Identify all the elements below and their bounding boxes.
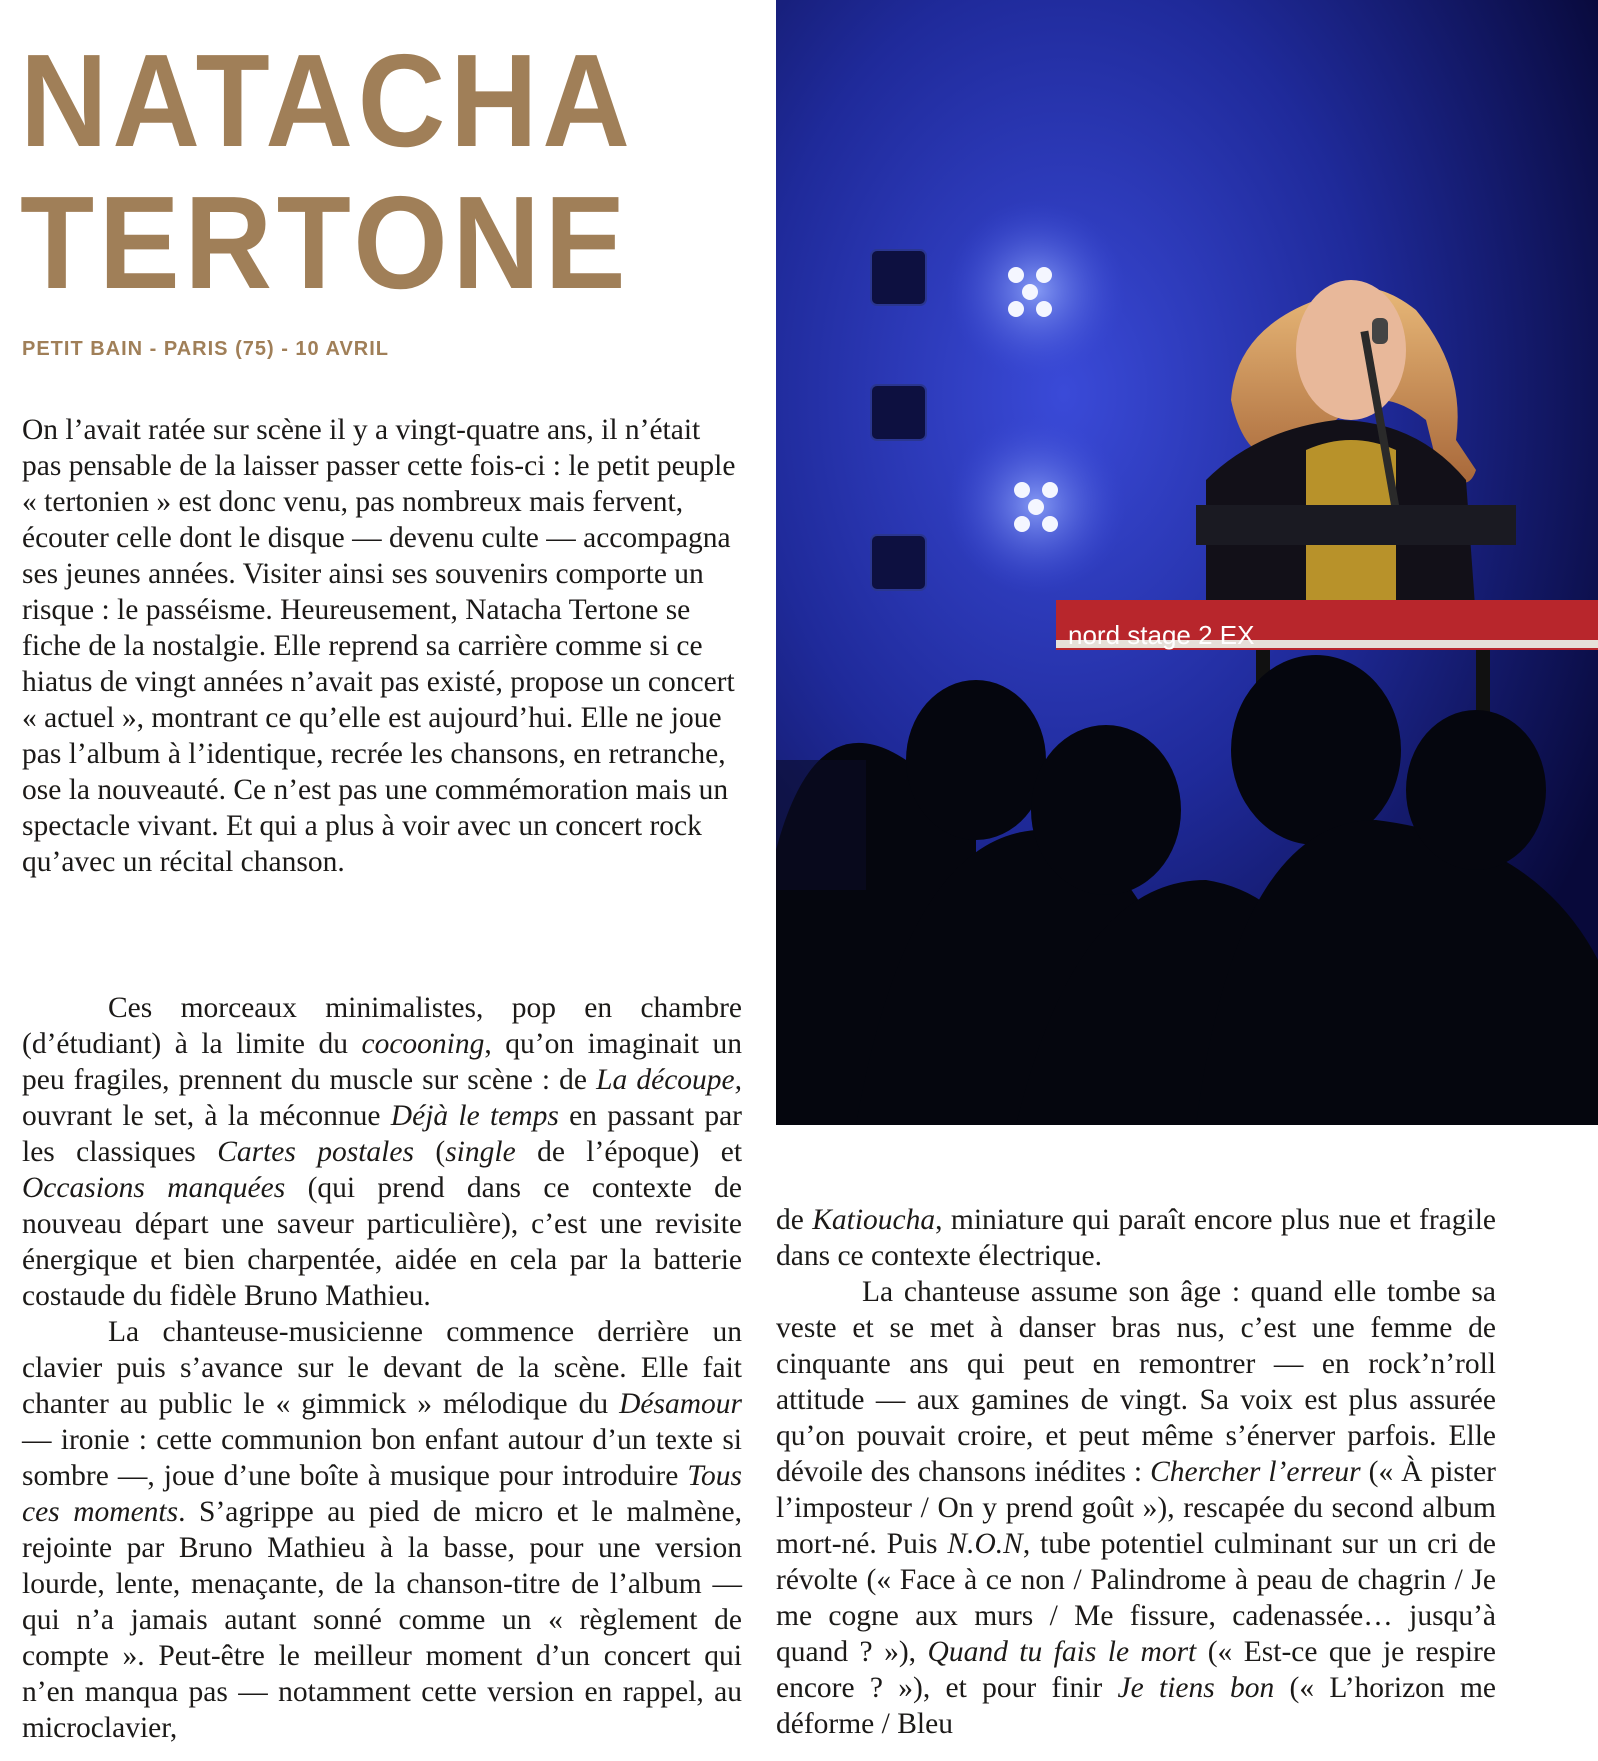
- lead-text: On l’avait ratée sur scène il y a vingt-quatre ans, il n’était pas pensable de la laisser passer cette fois-ci : le petit peuple « tertonien » est donc venu, pas nombreux mais fervent, écouter celle dont le disque — devenu culte — accompagna ses jeunes années. Visiter ainsi ses souvenirs comporte un risque : le passéisme. Heureusement, Natacha Tertone se fiche de la nostalgie. Elle reprend sa carrière comme si ce hiatus de vingt années n’avait pas existé, propose un concert « actuel », montrant ce qu’elle est aujourd’hui. Elle ne joue pas l’album à l’identique, recrée les chansons, en retranche, ose la nouveauté. Ce n’est pas une commémoration mais un spectacle vivant. Et qui a plus à voir avec un concert rock qu’avec un récital chanson.: [22, 414, 736, 878]
- paragraph-3: de Katioucha, miniature qui paraît encore plus nue et fragile dans ce contexte électrique.: [776, 1204, 1496, 1272]
- right-column: [776, 1202, 1496, 1742]
- article-title: [20, 27, 635, 316]
- svg-text:nord stage 2 EX: nord stage 2 EX: [1068, 620, 1255, 650]
- paragraph-2: La chanteuse-musicienne commence derrière un clavier puis s’avance sur le devant de la scène. Elle fait chanter au public le « gimmick » mélodique du Désamour — ironie : cette communion bon enfant autour d’un texte si sombre —, joue d’une boîte à musique pour introduire Tous ces moments. S’agrippe au pied de micro et le malmène, rejointe par Bruno Mathieu à la basse, pour une version lourde, lente, menaçante, de la chanson-titre de l’album — qui n’a jamais autant sonné comme un « règlement de compte ». Peut-être le meilleur moment d’un concert qui n’en manqua pas — notamment cette version en rappel, au microclavier,: [22, 1316, 743, 1744]
- title-line-1: NATACHA: [20, 27, 635, 174]
- left-column: [22, 990, 742, 1746]
- paragraph-1: Ces morceaux minimalistes, pop en chambre (d’étudiant) à la limite du cocooning, qu’on imaginait un peu fragiles, prennent du muscle sur scène : de La découpe, ouvrant le set, à la méconnue Déjà le temps en passant par les classiques Cartes postales (single de l’époque) et Occasions manquées (qui prend dans ce contexte de nouveau départ une saveur particulière), c’est une revisite énergique et bien charpentée, aidée en cela par la batterie costaude du fidèle Bruno Mathieu.: [22, 992, 743, 1312]
- lead-paragraph: [22, 412, 742, 880]
- title-line-2: TERTONE: [20, 169, 631, 316]
- paragraph-4: La chanteuse assume son âge : quand elle tombe sa veste et se met à danser bras nus, c’est une femme de cinquante ans qui peut en remontrer — en rock’n’roll attitude — aux gamines de vingt. Sa voix est plus assurée qu’on pouvait croire, et peut même s’énerver parfois. Elle dévoile des chansons inédites : Chercher l’erreur (« À pister l’imposteur / On y prend goût »), rescapée du second album mort-né. Puis N.O.N, tube potentiel culminant sur un cri de révolte (« Face à ce non / Palindrome à peau de chagrin / Je me cogne aux murs / Me fissure, cadenassée… jusqu’à quand ? »), Quand tu fais le mort (« Est-ce que je respire encore ? »), et pour finir Je tiens bon (« L’horizon me déforme / Bleu: [776, 1276, 1497, 1740]
- venue-date-line: PETIT BAIN - PARIS (75) - 10 AVRIL: [22, 338, 389, 360]
- concert-photo: [776, 0, 1598, 1125]
